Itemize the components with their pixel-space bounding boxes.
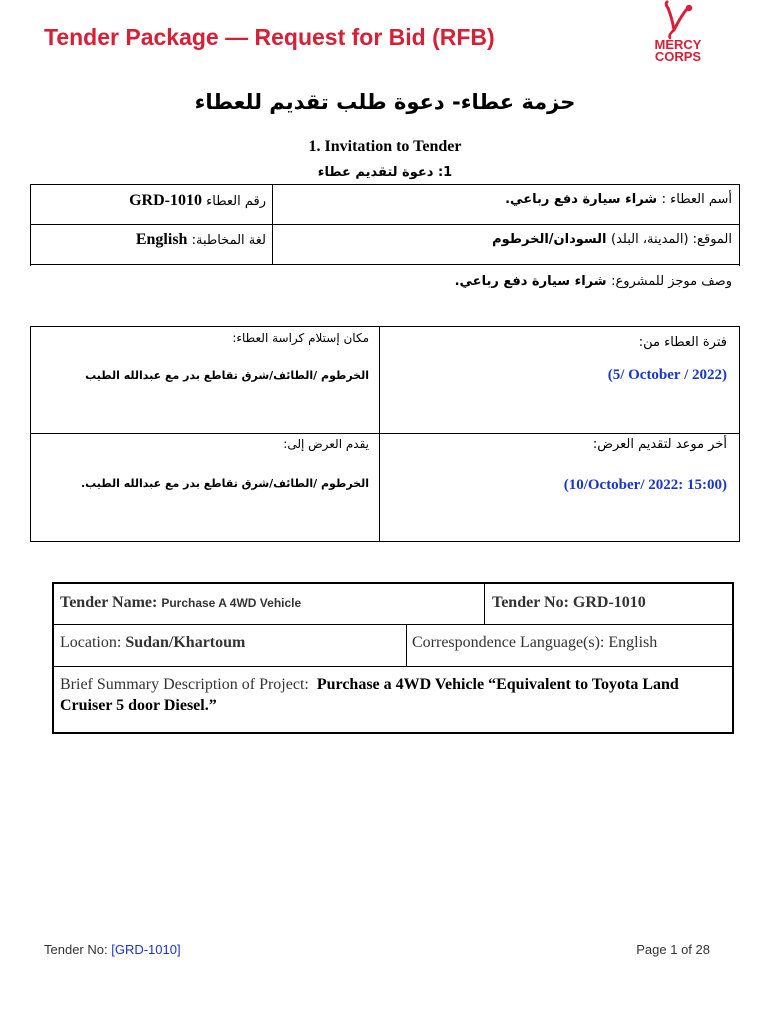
logo-line2: CORPS bbox=[654, 49, 702, 64]
arabic-title: حزمة عطاء- دعوة طلب تقديم للعطاء bbox=[194, 90, 576, 114]
collect-label: مكان إستلام كراسة العطاء: bbox=[232, 331, 369, 345]
footer-tender-no: Tender No: [GRD-1010] bbox=[44, 942, 181, 957]
logo-figure-icon bbox=[628, 0, 728, 40]
submit-value: الخرطوم /الطائف/شرق تقاطع بدر مع عبدالله الطيب. bbox=[80, 477, 369, 490]
deadline-value: (10/October/ 2022: 15:00) bbox=[563, 477, 727, 493]
tender-dates-table bbox=[30, 326, 740, 542]
arabic-info-table bbox=[30, 184, 740, 312]
location-en: Location: Sudan/Khartoum bbox=[60, 634, 246, 651]
logo-line1: MERCY bbox=[654, 37, 702, 52]
tender-no-en: Tender No: GRD-1010 bbox=[492, 594, 646, 611]
section-heading: 1. Invitation to Tender bbox=[308, 138, 462, 155]
period-value: (5/ October / 2022) bbox=[607, 367, 727, 383]
period-label: فترة العطاء من: bbox=[638, 335, 727, 350]
submit-label: يقدم العرض إلى: bbox=[283, 437, 369, 451]
language-en: Correspondence Language(s): English bbox=[412, 634, 658, 651]
tender-name-ar: أسم العطاء : شراء سيارة دفع رباعي. bbox=[505, 192, 732, 207]
collect-value: الخرطوم /الطائف/شرق تقاطع بدر مع عبدالله الطيب bbox=[85, 369, 369, 382]
footer-page-number: Page 1 of 28 bbox=[636, 942, 710, 957]
deadline-label: أخر موعد لتقديم العرض: bbox=[592, 437, 727, 452]
language-ar: لغة المخاطبة: English bbox=[135, 231, 266, 248]
tender-no-ar: رقم العطاء GRD-1010 bbox=[129, 192, 266, 209]
tender-name-en: Tender Name: Purchase A 4WD Vehicle bbox=[60, 594, 302, 611]
mercy-corps-logo bbox=[628, 0, 728, 66]
location-ar: الموقع: (المدينة، البلد) السودان/الخرطوم bbox=[492, 232, 732, 247]
tender-summary-table bbox=[52, 582, 734, 734]
page-title: Tender Package — Request for Bid (RFB) bbox=[44, 24, 495, 50]
section-heading-arabic: 1: دعوة لتقديم عطاء bbox=[317, 165, 453, 180]
summary-en: Brief Summary Description of Project: Purchase a 4WD Vehicle “Equivalent to Toyota Land Cruiser 5 door Diesel.” bbox=[60, 676, 679, 714]
summary-ar: وصف موجز للمشروع: شراء سيارة دفع رباعي. bbox=[454, 274, 732, 289]
